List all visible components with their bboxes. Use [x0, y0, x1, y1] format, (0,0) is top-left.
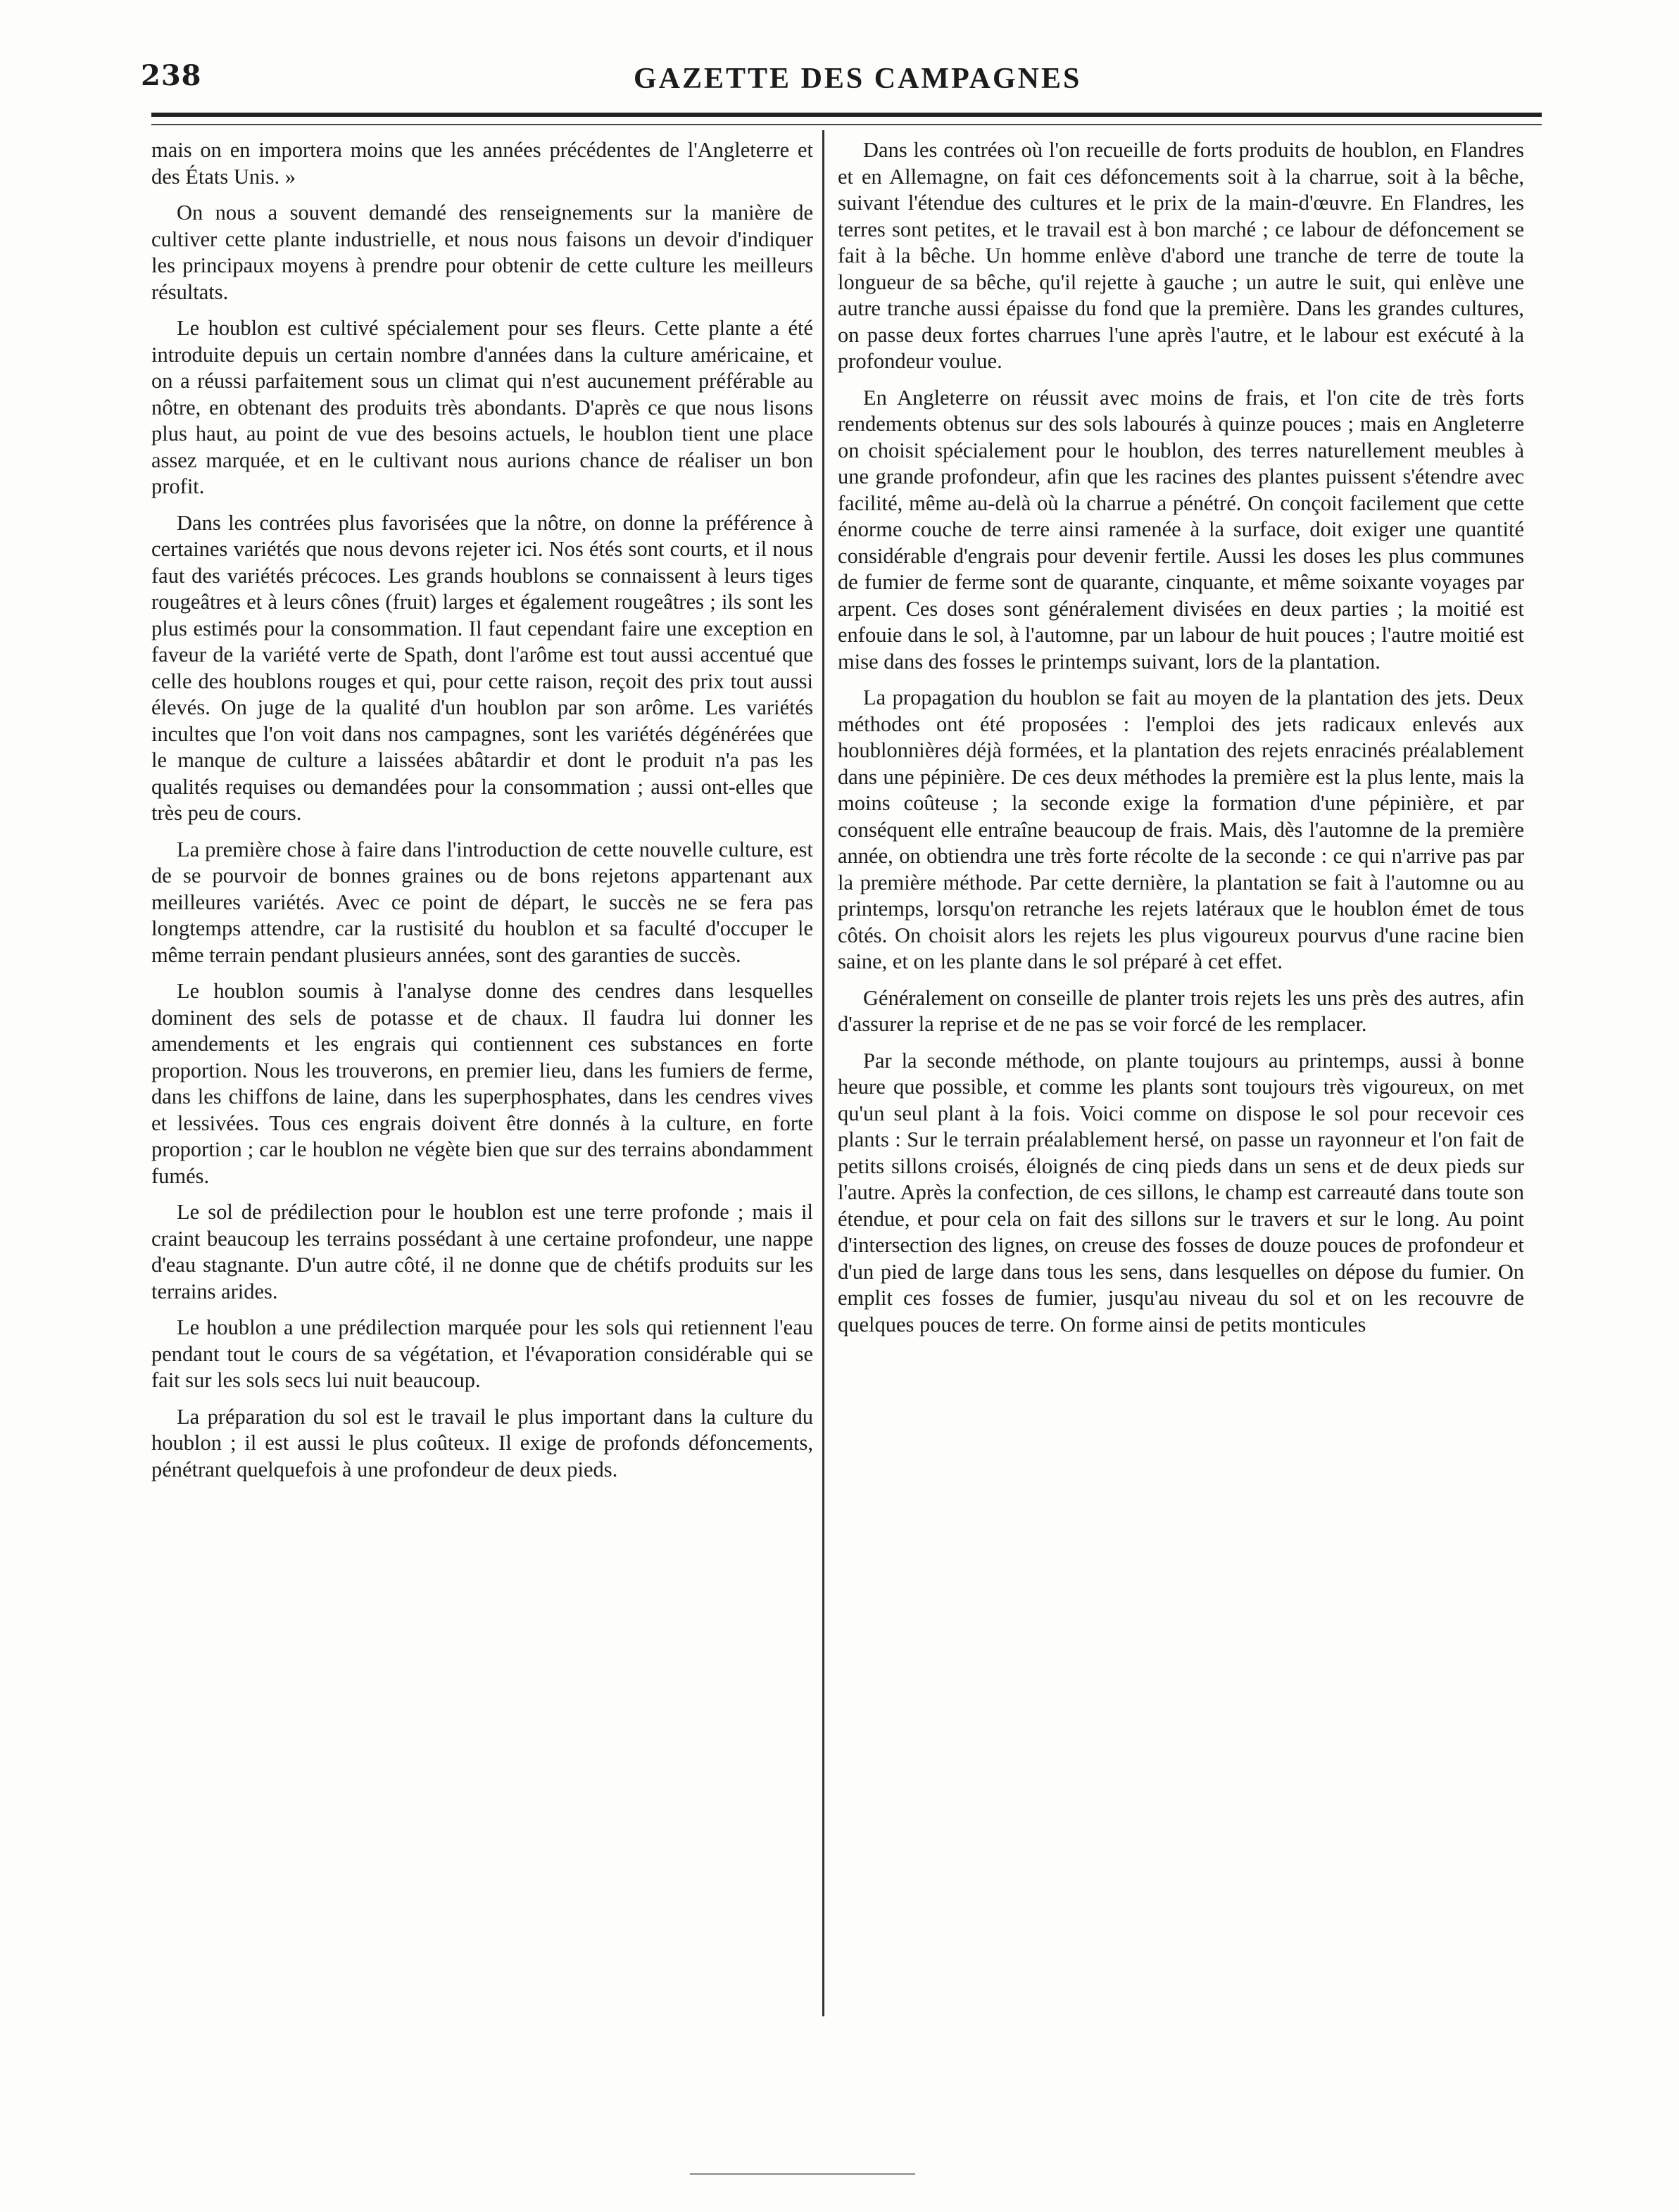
- paragraph: On nous a souvent demandé des renseignements sur la manière de cultiver cette plante industrielle, et nous nous faisons un devoir d'indiquer les principaux moyens à prendre pour obtenir de cette culture les meilleurs résultats.: [151, 201, 813, 304]
- paragraph: Par la seconde méthode, on plante toujours au printemps, aussi à bonne heure que possible, et comme les plants sont toujours très vigoureux, on met qu'un seul plant à la fois. Voici comme on dispose le sol pour recevoir ces plants : Sur le terrain préalablement hersé, on passe un rayonneur et l'on fait de petits sillons croisés, éloignés de cinq pieds dans un sens et de deux pieds sur l'autre. Après la confection, de ces sillons, le champ est carreauté dans toute son étendue, et pour cela on fait des sillons sur le travers et sur le long. Au point d'intersection des lignes, on creuse des fosses de douze pouces de profondeur et d'un pied de large dans tous les sens, dans lesquelles on dépose du fumier. On emplit ces fosses de fumier, jusqu'au niveau du sol et on les recouvre de quelques pouces de terre. On forme ainsi de petits monticules: [838, 1048, 1524, 1336]
- header-rule: [151, 113, 1542, 125]
- paragraph: Dans les contrées plus favorisées que la nôtre, on donne la préférence à certaines variétés que nous devons rejeter ici. Nos étés sont courts, et il nous faut des variétés précoces. Les grands houblons se connaissent à leurs tiges rougeâtres et à leurs cônes (fruit) larges et également rougeâtres ; ils sont les plus estimés pour la consommation. Il faut cependant faire une exception en faveur de la variété verte de Spath, dont l'arôme est tout aussi accentué que celle des houblons rouges et qui, pour cette raison, reçoit des prix tout aussi élevés. On juge de la qualité d'un houblon par son arôme. Les variétés incultes que l'on voit dans nos campagnes, sont les variétés dégénérées que le manque de culture a laissées abâtardir et dont le produit n'a pas les qualités requises ou demandées pour la consommation ; aussi ont-elles que très peu de cours.: [151, 510, 813, 825]
- column-divider: [822, 130, 824, 2016]
- paragraph: Le houblon soumis à l'analyse donne des cendres dans lesquelles dominent des sels de potasse et de chaux. Il faudra lui donner les amendements et les engrais qui contiennent ces substances en forte proportion. Nous les trouverons, en premier lieu, dans les fumiers de ferme, dans les chiffons de laine, dans les superphosphates, dans les cendres vives et lessivées. Tous ces engrais doivent être donnés à la culture, en forte proportion ; car le houblon ne végète bien que sur des terrains abondamment fumés.: [151, 979, 813, 1188]
- paragraph: Généralement on conseille de planter trois rejets les uns près des autres, afin d'assurer la reprise et de ne pas se voir forcé de les remplacer.: [838, 985, 1524, 1036]
- paragraph: La préparation du sol est le travail le plus important dans la culture du houblon ; il est aussi le plus coûteux. Il exige de profonds défoncements, pénétrant quelquefois à une profondeur de deux pieds.: [151, 1404, 813, 1481]
- journal-title: GAZETTE DES CAMPAGNES: [634, 63, 1082, 95]
- paragraph: Le houblon a une prédilection marquée pour les sols qui retiennent l'eau pendant tout le cours de sa végétation, et l'évaporation considérable qui se fait sur les sols secs lui nuit beaucoup.: [151, 1315, 813, 1392]
- paragraph: mais on en importera moins que les années précédentes de l'Angleterre et des États Unis. »: [151, 138, 813, 189]
- paragraph: La propagation du houblon se fait au moyen de la plantation des jets. Deux méthodes ont été proposées : l'emploi des jets radicaux enlevés aux houblonnières déjà formées, et la plantation des rejets enracinés préalablement dans une pépinière. De ces deux méthodes la première est la plus lente, mais la moins coûteuse ; la seconde exige la formation d'une pépinière, et par conséquent elle entraîne beaucoup de frais. Mais, dès l'automne de la première année, on obtiendra une très forte récolte de la seconde : ce qui n'arrive pas par la première méthode. Par cette dernière, la plantation se fait à l'automne ou au printemps, lorsqu'on retranche les rejets latéraux que le houblon émet de tous côtés. On choisit alors les rejets les plus vigoureux pourvus d'une racine bien saine, et on les plante dans le sol préparé à cet effet.: [838, 685, 1524, 973]
- paragraph: La première chose à faire dans l'introduction de cette nouvelle culture, est de se pourvoir de bonnes graines ou de bons rejetons appartenant aux meilleures variétés. Avec ce point de départ, le succès ne se fera pas longtemps attendre, car la rustisité du houblon et sa faculté d'occuper le même terrain pendant plusieurs années, sont des garanties de succès.: [151, 837, 813, 967]
- paragraph: Le sol de prédilection pour le houblon est une terre profonde ; mais il craint beaucoup les terrains possédant à une certaine profondeur, une nappe d'eau stagnante. D'un autre côté, il ne donne que de chétifs produits sur les terrains arides.: [151, 1200, 813, 1303]
- paragraph: En Angleterre on réussit avec moins de frais, et l'on cite de très forts rendements obtenus sur des sols labourés à quinze pouces ; mais en Angleterre on choisit spécialement pour le houblon, des terres naturellement meubles à une grande profondeur, afin que les racines des plantes puissent s'étendre avec facilité, même au-delà où la charrue a pénétré. On conçoit facilement que cette énorme couche de terre ainsi ramenée à la surface, doit exiger une quantité considérable d'engrais pour devenir fertile. Aussi les doses les plus communes de fumier de ferme sont de quarante, cinquante, et même soixante voyages par arpent. Ces doses sont généralement divisées en deux parties ; la moitié est enfouie dans le sol, à l'automne, par un labour de huit pouces ; l'autre moitié est mise dans des fosses le printemps suivant, lors de la plantation.: [838, 385, 1524, 674]
- footer-rule: [690, 2173, 915, 2175]
- page-number: 238: [141, 59, 202, 92]
- paragraph: Le houblon est cultivé spécialement pour ses fleurs. Cette plante a été introduite depuis un certain nombre d'années dans la culture américaine, et on a réussi parfaitement sous un climat qui n'est aucunement préférable au nôtre, en obtenant des produits très abondants. D'après ce que nous lisons plus haut, au point de vue des besoins actuels, le houblon tient une place assez marquée, et en le cultivant nous aurions chance de réaliser un bon profit.: [151, 316, 813, 498]
- paragraph: Dans les contrées où l'on recueille de forts produits de houblon, en Flandres et en Allemagne, on fait ces défoncements soit à la charrue, soit à la bêche, suivant l'étendue des cultures et le prix de la main-d'œuvre. En Flandres, les terres sont petites, et le travail est à bon marché ; ce labour de défoncement se fait à la bêche. Un homme enlève d'abord une tranche de terre de toute la longueur de sa bêche, qu'il rejette à gauche ; un autre le suit, qui enlève une autre tranche aussi épaisse du fond que la première. Dans les grandes cultures, on passe deux fortes charrues l'une après l'autre, et le labour est exécuté à la profondeur voulue.: [838, 138, 1524, 373]
- right-column: [838, 137, 1524, 1348]
- page-header: [141, 59, 1542, 101]
- left-column: [151, 137, 813, 1493]
